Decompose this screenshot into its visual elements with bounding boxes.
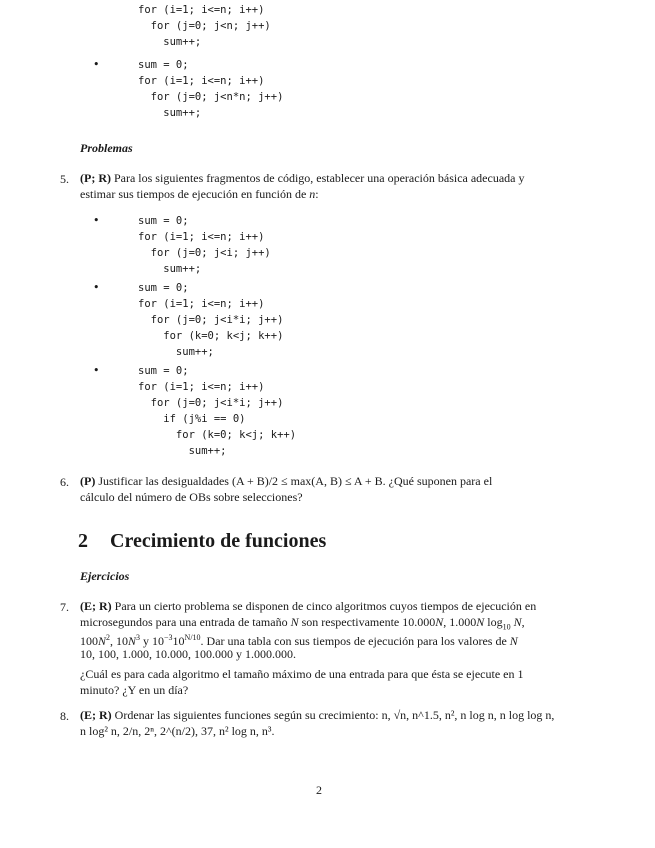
problem-7-var-N: N bbox=[435, 615, 444, 629]
problem-7-number: 7. bbox=[60, 600, 69, 614]
problem-8-text-line-2: n log² n, 2/n, 2ⁿ, 2^(n/2), 37, n² log n, n³. bbox=[80, 724, 275, 738]
problem-7-var-N: N bbox=[128, 634, 137, 648]
top-bullet-code-line-2: for (i=1; i<=n; i++) bbox=[138, 75, 265, 87]
heading-ejercicios: Ejercicios bbox=[80, 569, 130, 583]
problem-8-number: 8. bbox=[60, 709, 69, 723]
problem-6-number: 6. bbox=[60, 475, 69, 489]
problem-5-number: 5. bbox=[60, 172, 69, 186]
fragment-2-line-2: for (i=1; i<=n; i++) bbox=[138, 298, 265, 310]
problem-7-exp1: −3 bbox=[164, 633, 173, 642]
problem-7-para2-line-1: ¿Cuál es para cada algoritmo el tamaño máximo de una entrada para que ésta se ejecute en 1 bbox=[80, 667, 524, 681]
fragment-1-line-1: sum = 0; bbox=[138, 215, 189, 227]
fragment-2-line-3: for (j=0; j<i*i; j++) bbox=[138, 314, 284, 326]
problem-8-text-1: Ordenar las siguientes funciones según su crecimiento: n, √n, n^1.5, n², n log n, n log log n, bbox=[114, 708, 555, 722]
top-bullet-code-line-1: sum = 0; bbox=[138, 59, 189, 71]
fragment-2-line-4: for (k=0; k<j; k++) bbox=[138, 330, 284, 342]
problem-5-text-2: estimar sus tiempos de ejecución en función de bbox=[80, 187, 307, 201]
top-code-line-3: sum++; bbox=[138, 36, 202, 48]
fragment-1-line-3: for (j=0; j<i; j++) bbox=[138, 247, 271, 259]
problem-5-text-line-1 bbox=[80, 170, 600, 187]
fragment-2-line-1: sum = 0; bbox=[138, 282, 189, 294]
fragment-3-line-3: for (j=0; j<i*i; j++) bbox=[138, 397, 284, 409]
problem-6-tag: (P) bbox=[80, 474, 96, 488]
problem-7-var-N: N bbox=[509, 634, 518, 648]
problem-7-text-1: Para un cierto problema se disponen de cinco algoritmos cuyos tiempos de ejecución en bbox=[114, 599, 537, 613]
problem-7-y10: y 10 bbox=[140, 634, 165, 648]
problem-7-tag: (E; R) bbox=[80, 599, 112, 613]
problem-6-text-line-2: cálculo del número de OBs sobre selecciones? bbox=[80, 490, 303, 504]
problem-7-text-line-3: $100N^2$, $10N^3$ y $10^{-3}10^{N/10}$. Dar una tabla con sus tiempos de ejecución para los valores de N bbox=[80, 633, 518, 648]
problem-5-text-1: Para los siguientes fragmentos de código, establecer una operación básica adecuada y bbox=[113, 171, 525, 185]
problem-7-10b: 10 bbox=[172, 634, 185, 648]
bullet: • bbox=[93, 58, 100, 71]
problem-7-text-2a: microsegundos para una entrada de tamaño bbox=[80, 615, 288, 629]
problem-7-log: log bbox=[487, 615, 503, 629]
problem-5-tag: (P; R) bbox=[80, 171, 111, 185]
fragment-3-line-6: sum++; bbox=[138, 445, 227, 457]
problem-6-text-1: Justificar las desigualdades (A + B)/2 ≤ max(A, B) ≤ A + B. ¿Qué suponen para el bbox=[98, 474, 493, 488]
problem-8-text-line-1 bbox=[80, 707, 600, 724]
section-title: Crecimiento de funciones bbox=[110, 530, 327, 552]
problem-7-log-base: 10 bbox=[502, 622, 511, 632]
heading-problemas: Problemas bbox=[80, 141, 133, 155]
problem-5-colon: : bbox=[315, 187, 319, 201]
section-number: 2 bbox=[78, 530, 88, 552]
problem-5-text-line-2 bbox=[80, 186, 319, 203]
problem-7-text-2c: , 1.000 bbox=[443, 615, 477, 629]
problem-7-text-line-1 bbox=[80, 598, 600, 615]
problem-7-text-2b: son respectivamente 10.000 bbox=[301, 615, 436, 629]
problem-7-var-N: N bbox=[513, 615, 522, 629]
problem-5-var-n: n bbox=[309, 187, 316, 201]
problem-7-var-N: N bbox=[476, 615, 485, 629]
problem-7-var-N: N bbox=[290, 615, 299, 629]
problem-8-tag: (E; R) bbox=[80, 708, 112, 722]
fragment-3-line-1: sum = 0; bbox=[138, 365, 189, 377]
top-code-line-1: for (i=1; i<=n; i++) bbox=[138, 4, 265, 16]
problem-7-comma: , bbox=[521, 615, 525, 629]
top-code-line-2: for (j=0; j<n; j++) bbox=[138, 20, 271, 32]
page-number: 2 bbox=[316, 783, 322, 797]
problem-7-10: , 10 bbox=[110, 634, 129, 648]
fragment-1-line-4: sum++; bbox=[138, 263, 202, 275]
problem-7-100: 100 bbox=[80, 634, 98, 648]
fragment-1-line-2: for (i=1; i<=n; i++) bbox=[138, 231, 265, 243]
bullet: • bbox=[93, 214, 100, 227]
problem-7-para2-line-2: minuto? ¿Y en un día? bbox=[80, 683, 189, 697]
fragment-3-line-5: for (k=0; k<j; k++) bbox=[138, 429, 297, 441]
fragment-3-line-4: if (j%i == 0) bbox=[138, 413, 246, 425]
top-bullet-code-line-4: sum++; bbox=[138, 107, 202, 119]
bullet: • bbox=[93, 281, 100, 294]
problem-7-exp2: N/10 bbox=[184, 633, 201, 642]
problem-7-var-N: N bbox=[98, 634, 107, 648]
bullet: • bbox=[93, 364, 100, 377]
top-bullet-code-line-3: for (j=0; j<n*n; j++) bbox=[138, 91, 284, 103]
fragment-3-line-2: for (i=1; i<=n; i++) bbox=[138, 381, 265, 393]
problem-7-text-line-4: 10, 100, 1.000, 10.000, 100.000 y 1.000.000. bbox=[80, 647, 296, 661]
fragment-2-line-5: sum++; bbox=[138, 346, 214, 358]
problem-6-text-line-1 bbox=[80, 473, 600, 490]
problem-7-text-3e: . Dar una tabla con sus tiempos de ejecución para los valores de bbox=[200, 634, 507, 648]
